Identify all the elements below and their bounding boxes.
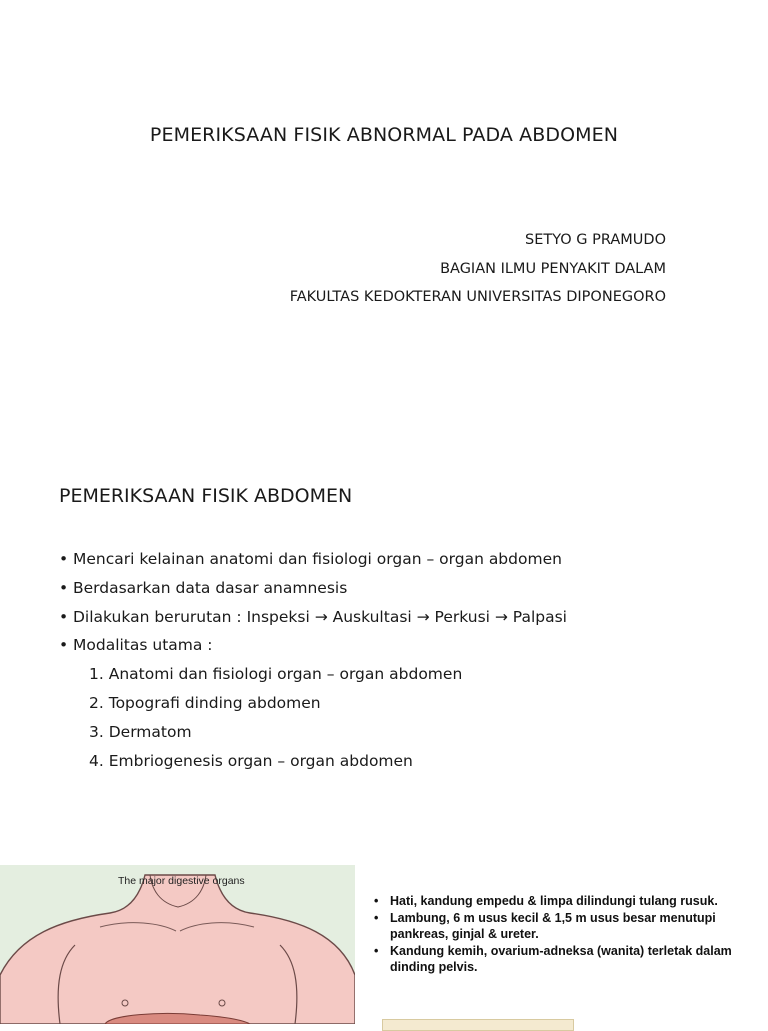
list-item: • Kandung kemih, ovarium-adneksa (wanita) terletak dalam dinding pelvis. <box>372 943 732 976</box>
anatomy-bullet-list <box>372 893 732 976</box>
list-item: • Mencari kelainan anatomi dan fisiologi organ – organ abdomen <box>59 550 562 568</box>
list-item: • Modalitas utama : <box>59 636 213 655</box>
department-name: BAGIAN ILMU PENYAKIT DALAM <box>440 261 666 277</box>
bullet-list <box>59 550 567 780</box>
content-slide <box>0 405 768 835</box>
list-item: • Dilakukan berurutan : Inspeksi → Auskultasi → Perkusi → Palpasi <box>59 607 567 626</box>
figure-caption: The major digestive organs <box>118 875 245 887</box>
slide-heading: PEMERIKSAAN FISIK ABDOMEN <box>59 485 353 507</box>
torso-drawing <box>0 865 355 1024</box>
author-name: SETYO G PRAMUDO <box>524 232 666 248</box>
numbered-item: 4. Embriogenesis organ – organ abdomen <box>89 751 413 770</box>
numbered-item: 3. Dermatom <box>89 722 192 741</box>
anatomy-slide <box>0 835 768 1024</box>
numbered-item: 1. Anatomi dan fisiologi organ – organ abdomen <box>89 665 463 684</box>
slide-title: PEMERIKSAAN FISIK ABNORMAL PADA ABDOMEN <box>149 124 619 146</box>
partial-image <box>382 1019 574 1031</box>
list-item: • Lambung, 6 m usus kecil & 1,5 m usus besar menutupi pankreas, ginjal & ureter. <box>372 910 732 943</box>
anatomy-illustration <box>0 865 355 1024</box>
list-item: • Berdasarkan data dasar anamnesis <box>59 578 348 597</box>
numbered-item: 2. Topografi dinding abdomen <box>89 693 321 712</box>
faculty-name: FAKULTAS KEDOKTERAN UNIVERSITAS DIPONEGORO <box>289 289 666 305</box>
list-item: • Hati, kandung empedu & limpa dilindungi tulang rusuk. <box>372 893 732 910</box>
title-slide <box>0 0 768 405</box>
